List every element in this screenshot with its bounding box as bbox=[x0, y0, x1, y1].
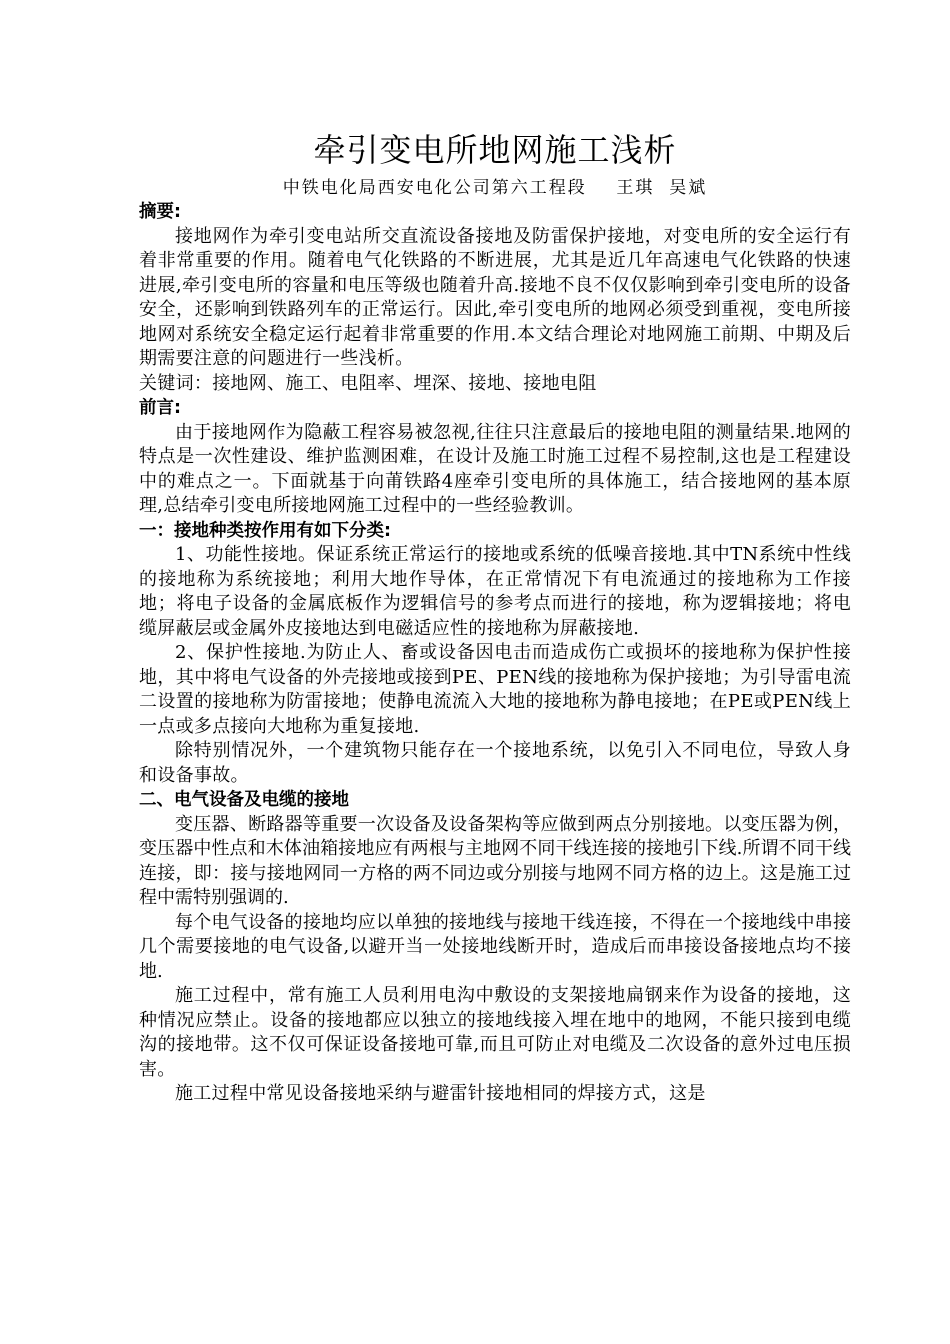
section-2-paragraph-2: 每个电气设备的接地均应以单独的接地线与接地干线连接，不得在一个接地线中串接几个需要接地的电气设备,以避开当一处接地线断开时，造成后而串接设备接地点均不接地. bbox=[139, 911, 851, 982]
section-2-paragraph-3: 施工过程中，常有施工人员利用电沟中敷设的支架接地扁钢来作为设备的接地，这种情况应禁止。设备的接地都应以独立的接地线接入埋在地中的地网，不能只接到电缆沟的接地带。这不仅可保证设备接地可靠,而且可防止对电缆及二次设备的意外过电压损害。 bbox=[139, 985, 851, 1080]
document-title: 牵引变电所地网施工浅析 bbox=[313, 131, 677, 169]
section-2-paragraph-1: 变压器、断路器等重要一次设备及设备架构等应做到两点分别接地。以变压器为例，变压器中性点和木体油箱接地应有两根与主地网不同干线连接的接地引下线.所谓不同干线连接，即：接与接地网同一方格的两不同边或分别接与地网不同方格的边上。这是施工过程中需特别强调的. bbox=[139, 813, 851, 908]
section-1-paragraph-1: 1、功能性接地。保证系统正常运行的接地或系统的低噪音接地.其中TN系统中性线的接地称为系统接地；利用大地作导体，在正常情况下有电流通过的接地称为工作接地；将电子设备的金属底板作为逻辑信号的参考点而进行的接地，称为逻辑接地；将电缆屏蔽层或金属外皮接地达到电磁适应性的接地称为屏蔽接地. bbox=[139, 544, 851, 639]
abstract-paragraph: 接地网作为牵引变电站所交直流设备接地及防雷保护接地，对变电所的安全运行有着非常重要的作用。随着电气化铁路的不断进展，尤其是近几年高速电气化铁路的快速进展,牵引变电所的容量和电压等级也随着升高.接地不良不仅仅影响到牵引变电所的设备安全，还影响到铁路列车的正常运行。因此,牵引变电所的地网必须受到重视，变电所接地网对系统安全稳定运行起着非常重要的作用.本文结合理论对地网施工前期、中期及后期需要注意的问题进行一些浅析。 bbox=[139, 225, 851, 369]
section-2-paragraph-4: 施工过程中常见设备接地采纳与避雷针接地相同的焊接方式，这是 bbox=[175, 1083, 706, 1104]
section-2-heading: 二、电气设备及电缆的接地 bbox=[139, 790, 349, 810]
section-1-paragraph-3: 除特别情况外，一个建筑物只能存在一个接地系统，以免引入不同电位，导致人身和设备事故。 bbox=[139, 740, 851, 786]
keywords-line: 关键词：接地网、施工、电阻率、埋深、接地、接地电阻 bbox=[139, 372, 597, 394]
preface-heading: 前言: bbox=[139, 398, 181, 418]
preface-paragraph: 由于接地网作为隐蔽工程容易被忽视,往往只注意最后的接地电阻的测量结果.地网的特点是一次性建设、维护监测困难，在设计及施工时施工过程不易控制,这也是工程建设中的难点之一。下面就基于向莆铁路4座牵引变电所的具体施工，结合接地网的基本原理,总结牵引变电所接地网施工过程中的一些经验教训。 bbox=[139, 421, 851, 516]
document-page bbox=[139, 128, 851, 1107]
section-1-paragraph-2: 2、保护性接地.为防止人、畜或设备因电击而造成伤亡或损坏的接地称为保护性接地，其中将电气设备的外壳接地或接到PE、PEN线的接地称为保护接地；为引导雷电流二设置的接地称为防雷接地；使静电流流入大地的接地称为静电接地；在PE或PEN线上一点或多点接向大地称为重复接地. bbox=[139, 642, 851, 737]
abstract-heading: 摘要: bbox=[139, 202, 181, 222]
section-1-heading: 一：接地种类按作用有如下分类: bbox=[139, 520, 391, 541]
document-authors: 中铁电化局西安电化公司第六工程段 王琪 吴斌 bbox=[282, 178, 708, 198]
